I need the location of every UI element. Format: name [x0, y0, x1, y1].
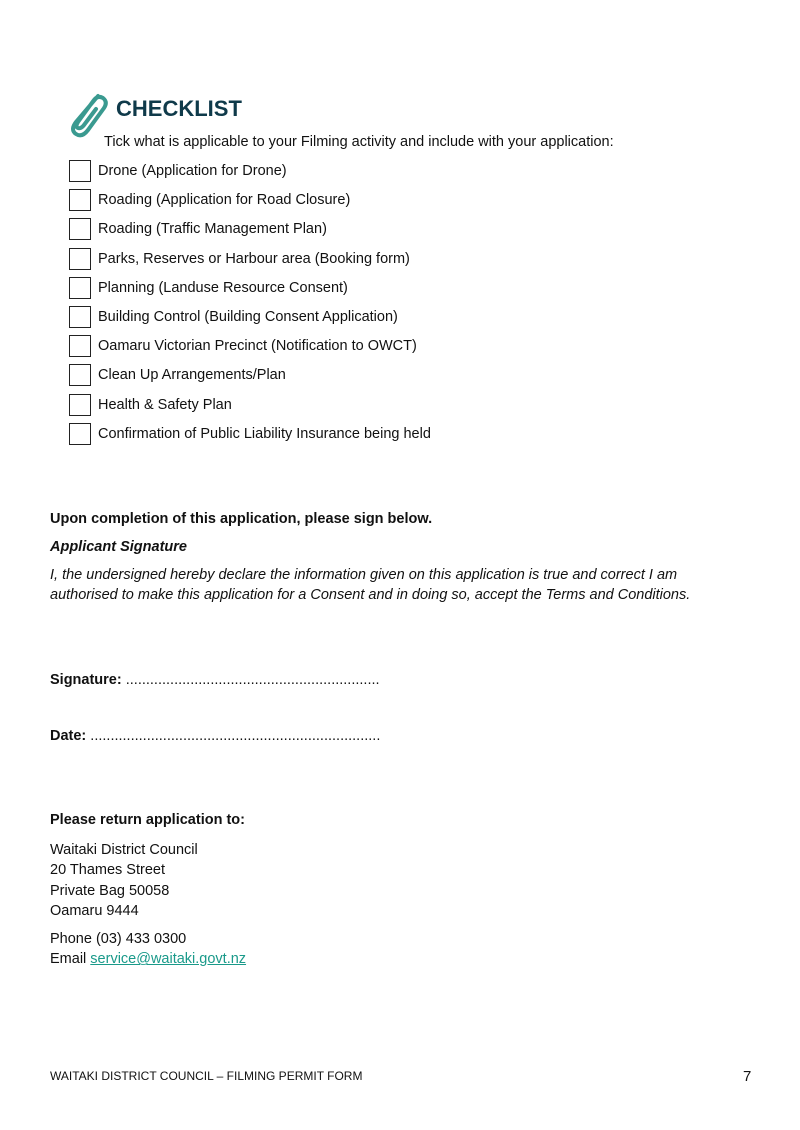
checklist-item[interactable] [69, 393, 232, 417]
checklist-item-label: Confirmation of Public Liability Insurance being held [98, 425, 431, 442]
return-heading: Please return application to: [50, 812, 245, 828]
checkbox[interactable] [69, 306, 91, 328]
address-line: Oamaru 9444 [50, 902, 139, 919]
checkbox[interactable] [69, 160, 91, 182]
checklist-item-label: Building Control (Building Consent Application) [98, 309, 398, 325]
page-number: 7 [743, 1068, 752, 1085]
checklist-intro: Tick what is applicable to your Filming activity and include with your application: [104, 134, 614, 150]
address-line: Private Bag 50058 [50, 882, 170, 899]
checkbox[interactable] [69, 277, 91, 299]
address-line: Waitaki District Council [50, 842, 198, 858]
paperclip-icon [68, 92, 108, 138]
checkbox[interactable] [69, 248, 91, 270]
checklist-item[interactable] [69, 334, 417, 358]
checklist-item[interactable] [69, 305, 398, 329]
checkbox[interactable] [69, 423, 91, 445]
phone: Phone (03) 433 0300 [50, 931, 187, 947]
checklist-item[interactable] [69, 363, 286, 387]
checklist-item[interactable] [69, 159, 287, 183]
checkbox[interactable] [69, 335, 91, 357]
address-line: 20 Thames Street [50, 862, 165, 879]
declaration-line-2: authorised to make this application for a Consent and in doing so, accept the Terms and Conditions. [50, 587, 691, 603]
date-field[interactable] [50, 728, 380, 744]
return-address [50, 840, 198, 921]
checklist-item-label: Planning (Landuse Resource Consent) [98, 279, 348, 296]
email-line [50, 949, 246, 969]
checklist-title: CHECKLIST [116, 96, 242, 121]
checklist-item[interactable] [69, 217, 327, 241]
checkbox[interactable] [69, 189, 91, 211]
checklist-item-label: Oamaru Victorian Precinct (Notification to OWCT) [98, 338, 417, 355]
sign-heading: Upon completion of this application, please sign below. [50, 511, 433, 527]
applicant-signature-heading: Applicant Signature [50, 539, 187, 555]
checklist-item-label: Roading (Traffic Management Plan) [98, 221, 327, 238]
checklist-item[interactable] [69, 188, 350, 212]
checkbox[interactable] [69, 394, 91, 416]
checklist-item[interactable] [69, 276, 348, 300]
checklist-item-label: Drone (Application for Drone) [98, 163, 287, 179]
date-dots: ........................................................................ [90, 728, 381, 744]
checklist-item-label: Roading (Application for Road Closure) [98, 192, 351, 209]
declaration-line-1: I, the undersigned hereby declare the information given on this application is true and correct I am [50, 567, 678, 583]
email-label: Email [50, 951, 91, 968]
signature-dots: ............................................................... [125, 672, 380, 688]
checkbox[interactable] [69, 364, 91, 386]
date-label: Date: [50, 728, 87, 744]
signature-label: Signature: [50, 672, 122, 688]
checklist-item-label: Clean Up Arrangements/Plan [98, 367, 286, 384]
email-link[interactable]: service@waitaki.govt.nz [90, 951, 247, 968]
checkbox[interactable] [69, 218, 91, 240]
checklist-item[interactable] [69, 247, 410, 271]
checklist-item-label: Parks, Reserves or Harbour area (Booking form) [98, 250, 410, 267]
checklist-item-label: Health & Safety Plan [98, 396, 232, 413]
checklist-item[interactable] [69, 422, 431, 446]
footer-text: WAITAKI DISTRICT COUNCIL – FILMING PERMIT FORM [50, 1069, 363, 1083]
signature-field[interactable] [50, 672, 380, 688]
